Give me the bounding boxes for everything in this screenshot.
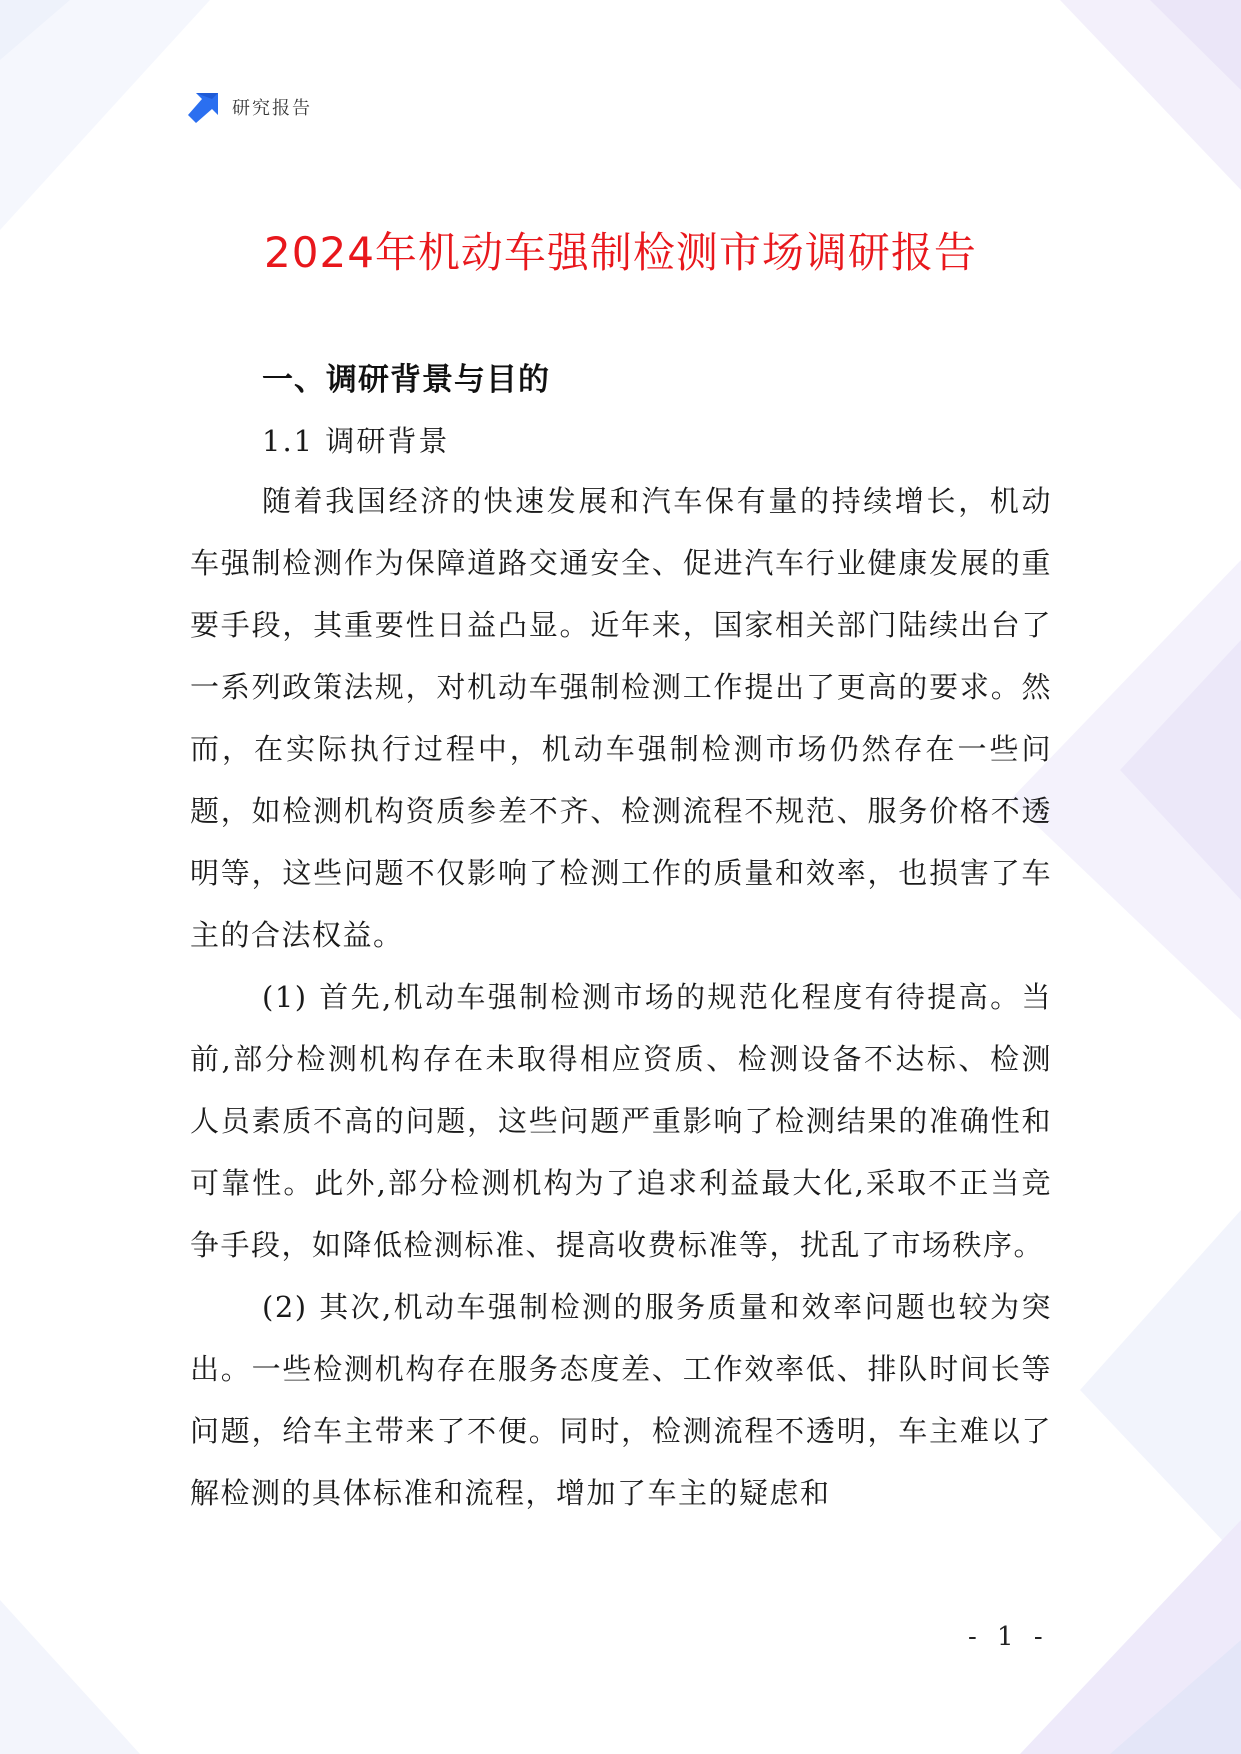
section-heading: 一、调研背景与目的 — [262, 362, 550, 398]
header-label: 研究报告 — [232, 98, 312, 119]
subsection-heading: 1.1 调研背景 — [262, 424, 450, 458]
body-paragraph: 随着我国经济的快速发展和汽车保有量的持续增长，机动车强制检测作为保障道路交通安全、促进汽车行业健康发展的重要手段，其重要性日益凸显。近年来，国家相关部门陆续出台了一系列政策法规，对机动车强制检测工作提出了更高的要求。然而，在实际执行过程中，机动车强制检测市场仍然存在一些问题，如检测机构资质参差不齐、检测流程不规范、服务价格不透明等，这些问题不仅影响了检测工作的质量和效率，也损害了车主的合法权益。 — [190, 484, 1052, 952]
report-header — [188, 90, 312, 124]
report-body — [190, 352, 1052, 1524]
arrow-up-right-icon — [188, 91, 220, 123]
body-paragraph: (2) 其次,机动车强制检测的服务质量和效率问题也较为突出。一些检测机构存在服务态度差、工作效率低、排队时间长等问题，给车主带来了不便。同时，检测流程不透明，车主难以了解检测的具体标准和流程，增加了车主的疑虑和 — [190, 1290, 1052, 1510]
report-title: 2024年机动车强制检测市场调研报告 — [264, 228, 977, 277]
body-paragraph: (1) 首先,机动车强制检测市场的规范化程度有待提高。当前,部分检测机构存在未取得相应资质、检测设备不达标、检测人员素质不高的问题，这些问题严重影响了检测结果的准确性和可靠性。此外,部分检测机构为了追求利益最大化,采取不正当竞争手段，如降低检测标准、提高收费标准等，扰乱了市场秩序。 — [190, 980, 1052, 1262]
page-number: - 1 - — [968, 1622, 1049, 1652]
